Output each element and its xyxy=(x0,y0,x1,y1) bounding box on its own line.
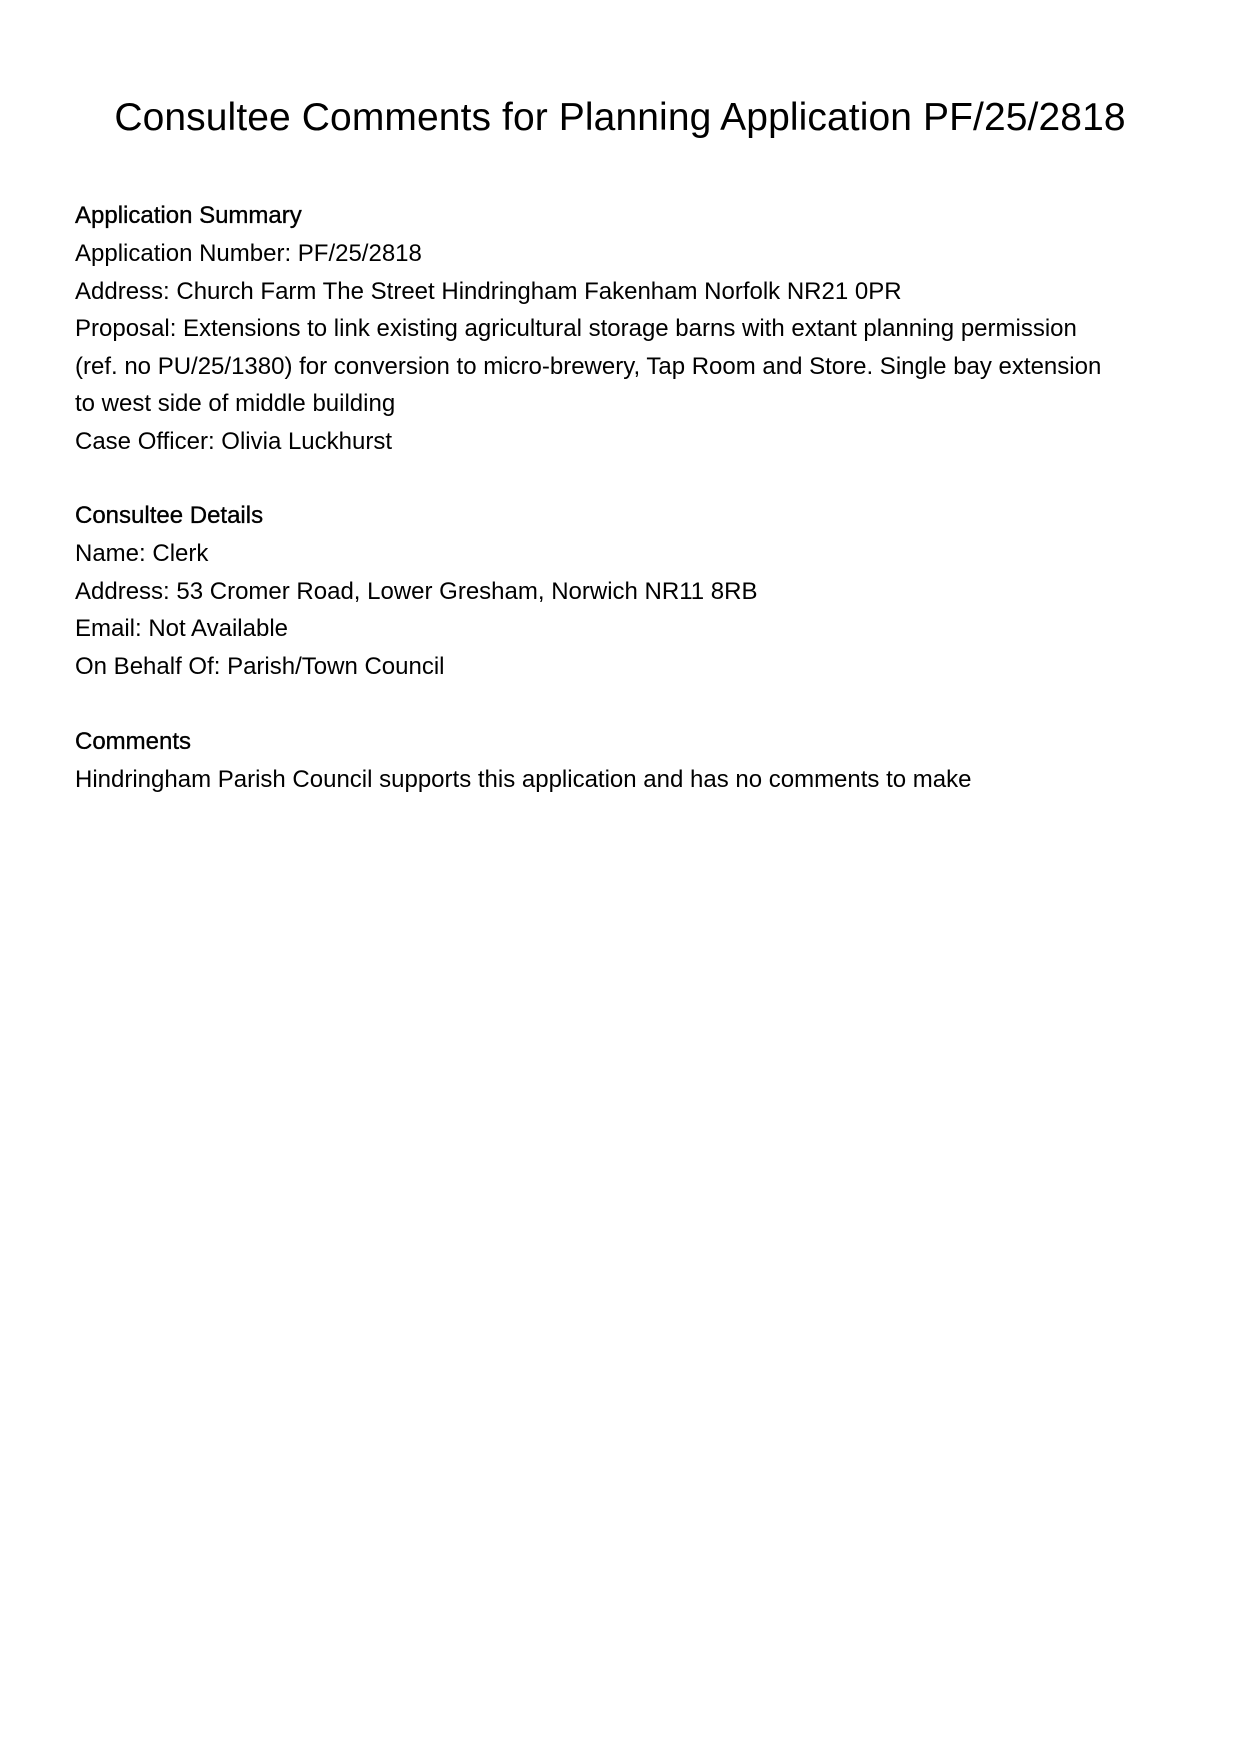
consultee-on-behalf-of: On Behalf Of: Parish/Town Council xyxy=(75,652,445,680)
comments-text: Hindringham Parish Council supports this application and has no comments to make xyxy=(75,766,972,793)
consultee-address: Address: 53 Cromer Road, Lower Gresham, Norwich NR11 8RB xyxy=(75,577,758,605)
proposal-line-2: (ref. no PU/25/1380) for conversion to micro-brewery, Tap Room and Store. Single bay extension xyxy=(75,352,1102,380)
application-summary-section xyxy=(75,197,1170,460)
consultee-name: Name: Clerk xyxy=(75,540,209,567)
consultee-email: Email: Not Available xyxy=(75,615,288,642)
application-address: Address: Church Farm The Street Hindringham Fakenham Norfolk NR21 0PR xyxy=(75,277,902,305)
proposal-line-3: to west side of middle building xyxy=(75,390,396,417)
application-summary-heading: Application Summary xyxy=(75,202,302,229)
application-number: Application Number: PF/25/2818 xyxy=(75,240,422,267)
comments-heading: Comments xyxy=(75,728,192,755)
page-title: Consultee Comments for Planning Application PF/25/2818 xyxy=(114,96,1126,139)
consultee-details-section xyxy=(75,497,1170,685)
proposal-line-1: Proposal: Extensions to link existing agricultural storage barns with extant planning permission xyxy=(75,315,1077,342)
case-officer: Case Officer: Olivia Luckhurst xyxy=(75,427,393,455)
comments-section xyxy=(75,723,1170,799)
consultee-details-heading: Consultee Details xyxy=(75,502,264,529)
